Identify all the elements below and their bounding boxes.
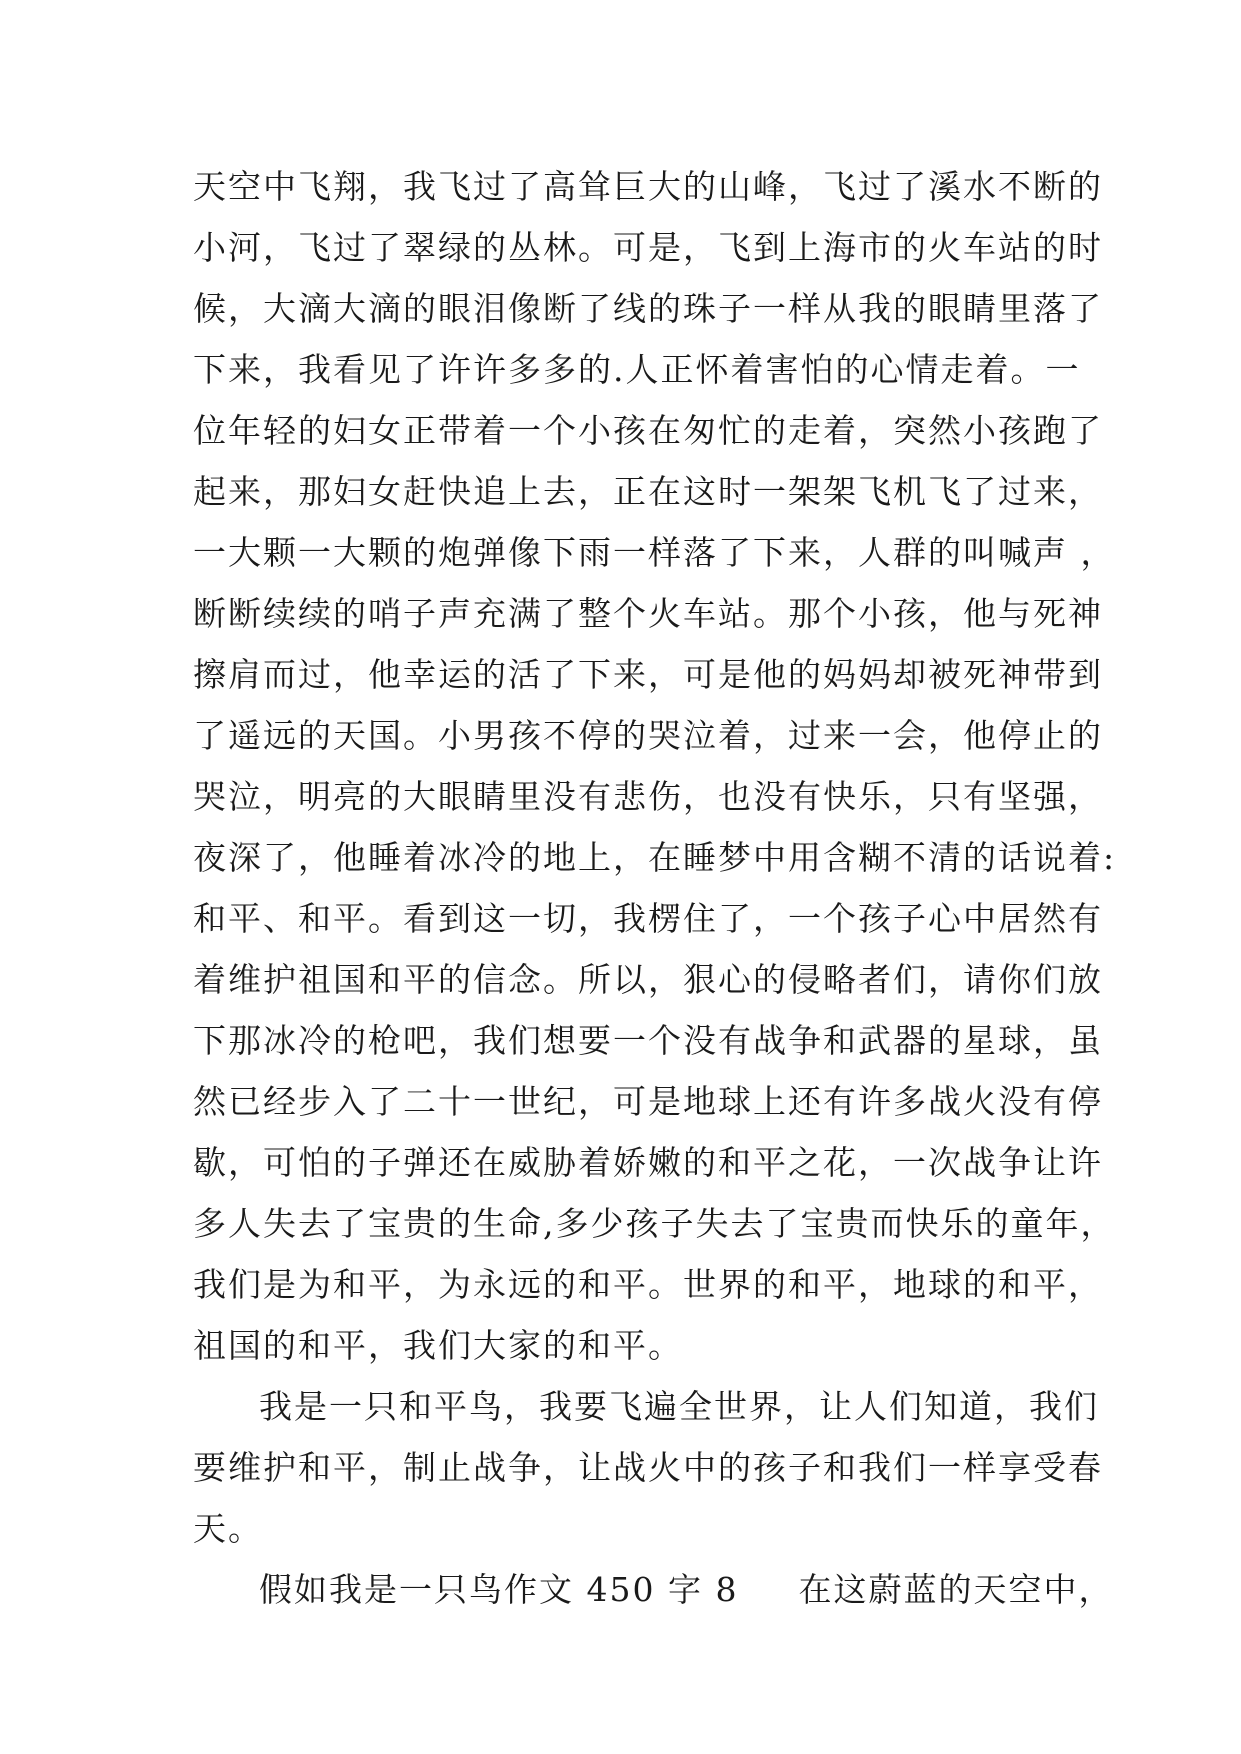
text-line: 然已经步入了二十一世纪，可是地球上还有许多战火没有停 bbox=[193, 1082, 1103, 1121]
text-line: 断断续续的哨子声充满了整个火车站。那个小孩，他与死神 bbox=[193, 594, 1103, 633]
text-line: 歇，可怕的子弹还在威胁着娇嫩的和平之花，一次战争让许 bbox=[193, 1143, 1103, 1182]
text-line: 我是一只和平鸟，我要飞遍全世界，让人们知道，我们 bbox=[259, 1387, 1099, 1426]
text-line: 我们是为和平，为永远的和平。世界的和平，地球的和平， bbox=[193, 1265, 1103, 1304]
text-line: 和平、和平。看到这一切，我楞住了，一个孩子心中居然有 bbox=[193, 899, 1103, 938]
text-line: 天空中飞翔，我飞过了高耸巨大的山峰，飞过了溪水不断的 bbox=[193, 167, 1103, 206]
essay-title: 假如我是一只鸟作文 450 字 8 bbox=[259, 1570, 739, 1609]
text-line: 夜深了，他睡着冰冷的地上，在睡梦中用含糊不清的话说着: bbox=[193, 838, 1117, 877]
text-line bbox=[193, 1559, 1114, 1620]
text-line: 要维护和平，制止战争，让战火中的孩子和我们一样享受春 bbox=[193, 1448, 1103, 1487]
text-line: 天。 bbox=[193, 1509, 263, 1548]
text-line: 多人失去了宝贵的生命,多少孩子失去了宝贵而快乐的童年， bbox=[193, 1204, 1116, 1243]
text-line: 位年轻的妇女正带着一个小孩在匆忙的走着，突然小孩跑了 bbox=[193, 411, 1103, 450]
text-line: 祖国的和平，我们大家的和平。 bbox=[193, 1326, 683, 1365]
text-line: 起来，那妇女赶快追上去，正在这时一架架飞机飞了过来， bbox=[193, 472, 1103, 511]
essay-opening: 在这蔚蓝的天空中， bbox=[798, 1570, 1114, 1609]
text-line: 了遥远的天国。小男孩不停的哭泣着，过来一会，他停止的 bbox=[193, 716, 1103, 755]
text-line: 下来，我看见了许许多多的.人正怀着害怕的心情走着。一 bbox=[193, 350, 1081, 389]
text-line: 着维护祖国和平的信念。所以，狠心的侵略者们，请你们放 bbox=[193, 960, 1103, 999]
text-line: 哭泣，明亮的大眼睛里没有悲伤，也没有快乐，只有坚强， bbox=[193, 777, 1103, 816]
paragraph-3 bbox=[193, 1559, 1114, 1620]
text-line: 小河，飞过了翠绿的丛林。可是，飞到上海市的火车站的时 bbox=[193, 228, 1103, 267]
text-line: 下那冰冷的枪吧，我们想要一个没有战争和武器的星球，虽 bbox=[193, 1021, 1103, 1060]
paragraph-1 bbox=[193, 156, 1117, 1376]
text-line: 一大颗一大颗的炮弹像下雨一样落了下来，人群的叫喊声 ， bbox=[193, 533, 1116, 572]
paragraph-2 bbox=[193, 1376, 1103, 1559]
text-line: 候，大滴大滴的眼泪像断了线的珠子一样从我的眼睛里落了 bbox=[193, 289, 1103, 328]
text-line: 擦肩而过，他幸运的活了下来，可是他的妈妈却被死神带到 bbox=[193, 655, 1103, 694]
article-body bbox=[193, 156, 1117, 1620]
